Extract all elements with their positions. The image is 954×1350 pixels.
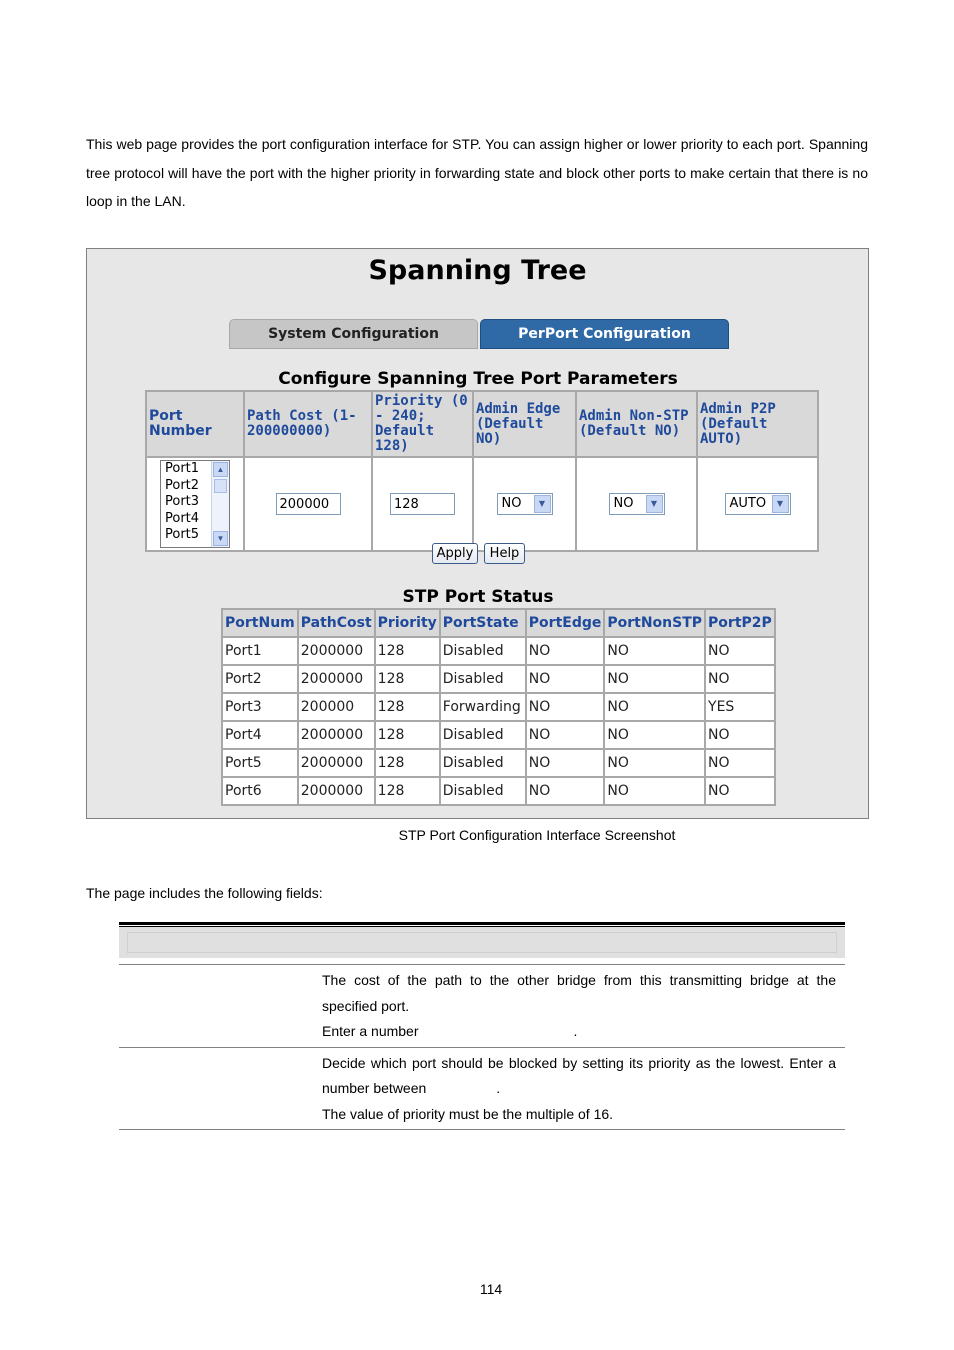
- status-cell: NO: [526, 721, 605, 749]
- status-cell: 2000000: [298, 637, 375, 665]
- status-cell: Disabled: [440, 721, 526, 749]
- page-number: 114: [479, 1281, 503, 1297]
- status-cell: Port1: [222, 637, 298, 665]
- port-option[interactable]: Port3: [165, 494, 200, 510]
- scroll-down-icon[interactable]: ▼: [213, 531, 228, 546]
- field-desc-note: The value of priority must be the multiple of 16.: [322, 1105, 614, 1122]
- table-row: [222, 721, 775, 749]
- status-table: [221, 608, 776, 806]
- status-cell: 128: [375, 693, 440, 721]
- admin-non-stp-select[interactable]: [609, 493, 665, 515]
- status-cell: 200000: [298, 693, 375, 721]
- config-table: [145, 390, 819, 552]
- status-cell: 2000000: [298, 721, 375, 749]
- status-cell: NO: [604, 637, 705, 665]
- port-listbox[interactable]: [160, 460, 230, 548]
- status-cell: Disabled: [440, 749, 526, 777]
- header-priority: Priority (0 - 240; Default 128): [372, 391, 473, 457]
- help-button[interactable]: Help: [484, 543, 525, 564]
- admin-non-stp-cell: [576, 457, 697, 551]
- page-title: Spanning Tree: [368, 255, 587, 286]
- admin-p2p-value: AUTO: [729, 496, 767, 511]
- scroll-thumb[interactable]: [214, 479, 227, 493]
- table-top-rule: [119, 922, 845, 925]
- status-cell: 128: [375, 637, 440, 665]
- status-cell: 128: [375, 721, 440, 749]
- listbox-scrollbar[interactable]: [211, 461, 229, 547]
- status-header: PortNum: [222, 609, 298, 637]
- header-path-cost: Path Cost (1-200000000): [244, 391, 372, 457]
- status-cell: 2000000: [298, 749, 375, 777]
- status-cell: NO: [604, 665, 705, 693]
- admin-p2p-cell: [697, 457, 818, 551]
- status-cell: NO: [526, 749, 605, 777]
- status-cell: NO: [604, 749, 705, 777]
- status-cell: Disabled: [440, 665, 526, 693]
- status-cell: NO: [526, 777, 605, 805]
- figure-caption: STP Port Configuration Interface Screenshot: [398, 827, 676, 843]
- field-desc-line: Enter a number: [322, 1023, 419, 1039]
- header-admin-edge: Admin Edge (Default NO): [473, 391, 576, 457]
- status-cell: 2000000: [298, 665, 375, 693]
- status-cell: NO: [705, 721, 775, 749]
- admin-edge-cell: [473, 457, 576, 551]
- stp-screenshot: [86, 248, 869, 819]
- priority-cell: [372, 457, 473, 551]
- status-header: Priority: [375, 609, 440, 637]
- status-cell: NO: [705, 749, 775, 777]
- status-header: PortState: [440, 609, 526, 637]
- field-desc-end: .: [496, 1080, 501, 1096]
- status-cell: Port3: [222, 693, 298, 721]
- status-cell: NO: [705, 665, 775, 693]
- table-row: [222, 693, 775, 721]
- admin-edge-select[interactable]: [497, 493, 553, 515]
- tab-system-configuration[interactable]: System Configuration: [229, 319, 478, 349]
- admin-edge-value: NO: [501, 496, 522, 511]
- chevron-down-icon[interactable]: ▼: [772, 495, 789, 513]
- status-cell: 128: [375, 749, 440, 777]
- priority-input[interactable]: 128: [390, 493, 455, 515]
- status-cell: Forwarding: [440, 693, 526, 721]
- status-cell: NO: [705, 777, 775, 805]
- header-admin-non-stp: Admin Non-STP (Default NO): [576, 391, 697, 457]
- field-row-priority: [119, 1048, 845, 1131]
- header-port-number: Port Number: [146, 391, 244, 457]
- status-cell: Port5: [222, 749, 298, 777]
- fields-table-header: [119, 926, 845, 958]
- status-title: STP Port Status: [402, 587, 554, 607]
- table-row: [222, 637, 775, 665]
- status-cell: Port4: [222, 721, 298, 749]
- field-desc-end: .: [573, 1023, 578, 1039]
- status-cell: NO: [526, 637, 605, 665]
- port-list-cell: [146, 457, 244, 551]
- admin-p2p-select[interactable]: [725, 493, 791, 515]
- status-cell: NO: [604, 693, 705, 721]
- table-row: [222, 777, 775, 805]
- status-rows: [222, 637, 775, 805]
- config-title: Configure Spanning Tree Port Parameters: [278, 369, 678, 389]
- status-cell: 2000000: [298, 777, 375, 805]
- header-admin-p2p: Admin P2P (Default AUTO): [697, 391, 818, 457]
- path-cost-cell: [244, 457, 372, 551]
- status-cell: Port6: [222, 777, 298, 805]
- tab-perport-configuration[interactable]: PerPort Configuration: [480, 319, 729, 349]
- fields-intro: The page includes the following fields:: [86, 885, 323, 901]
- status-header: PathCost: [298, 609, 375, 637]
- port-option[interactable]: Port5: [165, 527, 200, 543]
- status-cell: Disabled: [440, 777, 526, 805]
- table-row: [222, 665, 775, 693]
- status-cell: NO: [705, 637, 775, 665]
- admin-non-stp-value: NO: [613, 496, 634, 511]
- port-option[interactable]: Port4: [165, 510, 200, 526]
- apply-button[interactable]: Apply: [432, 543, 478, 564]
- chevron-down-icon[interactable]: ▼: [534, 495, 551, 513]
- path-cost-input[interactable]: 200000: [276, 493, 341, 515]
- status-cell: 128: [375, 777, 440, 805]
- chevron-down-icon[interactable]: ▼: [646, 495, 663, 513]
- status-cell: YES: [705, 693, 775, 721]
- scroll-up-icon[interactable]: ▲: [213, 462, 228, 477]
- table-row: [222, 749, 775, 777]
- field-desc-line: The cost of the path to the other bridge from this transmitting bridge at the specified port.: [322, 972, 836, 1014]
- field-desc-line: Decide which port should be blocked by setting its priority as the lowest. Enter a number between: [322, 1054, 836, 1096]
- status-header: PortNonSTP: [604, 609, 705, 637]
- status-cell: NO: [604, 721, 705, 749]
- fields-table: [119, 922, 845, 1130]
- status-cell: NO: [526, 693, 605, 721]
- status-cell: Disabled: [440, 637, 526, 665]
- status-cell: 128: [375, 665, 440, 693]
- status-header: PortP2P: [705, 609, 775, 637]
- status-cell: Port2: [222, 665, 298, 693]
- port-option[interactable]: Port1: [165, 461, 200, 476]
- status-cell: NO: [604, 777, 705, 805]
- intro-paragraph: This web page provides the port configuration interface for STP. You can assign higher or lower priority to each port. Spanning tree protocol will have the port with the higher priority in forwarding state and block other ports to make certain that there is no loop in the LAN.: [86, 136, 868, 209]
- port-option[interactable]: Port2: [165, 477, 200, 493]
- status-cell: NO: [526, 665, 605, 693]
- field-row-path-cost: [119, 964, 845, 1048]
- status-header: PortEdge: [526, 609, 605, 637]
